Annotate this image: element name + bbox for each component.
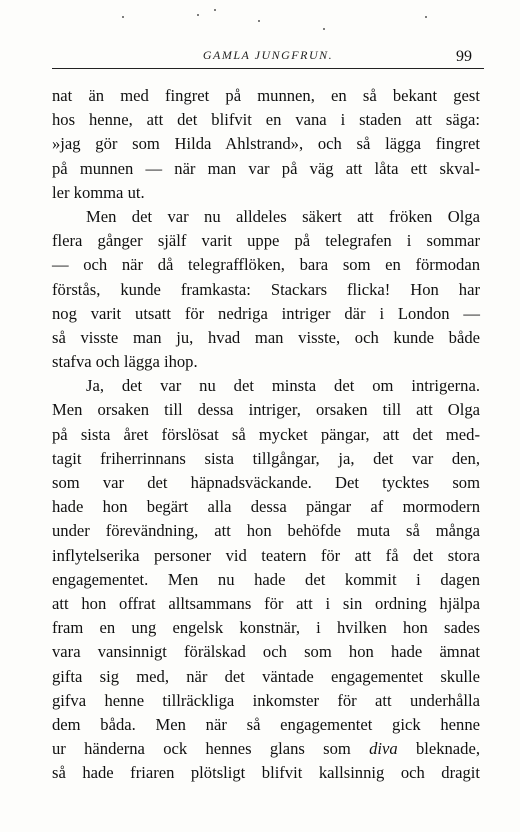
text-line: ur händerna ock hennes glans som diva bleknade, <box>52 739 480 759</box>
speck <box>258 20 260 22</box>
text-line: Men det var nu alldeles säkert att fröken Olga <box>86 206 480 226</box>
text-line: stafva och lägga ihop. <box>52 352 198 372</box>
speck <box>425 16 427 18</box>
body-text <box>52 84 480 785</box>
speck <box>323 28 325 30</box>
text-line: gifva henne tillräckliga inkomster för att underhålla <box>52 690 480 710</box>
text-line: tagit friherrinnans sista tillgångar, ja, det var den, <box>52 448 480 468</box>
text-line: under förevändning, att hon behöfde muta så många <box>52 521 480 541</box>
text-line: så visste man ju, hvad man visste, och kunde både <box>52 327 480 347</box>
page-header <box>52 44 484 68</box>
text-line: hade hon begärt alla dessa pängar af mormodern <box>52 497 480 517</box>
text-line: — och när då telegrafflöken, bara som en förmodan <box>52 255 480 275</box>
text-line: engagementet. Men nu hade det kommit i dagen <box>52 569 480 589</box>
emphasized-word: diva <box>369 739 398 759</box>
text-line: hos henne, att det blifvit en vana i staden att säga: <box>52 110 480 130</box>
text-line: inflytelserika personer vid teatern för att få det stora <box>52 545 480 565</box>
text-line: Men orsaken till dessa intriger, orsaken till att Olga <box>52 400 480 420</box>
text-line: Ja, det var nu det minsta det om intrigerna. <box>86 376 480 396</box>
text-line: gifta sig med, när det väntade engagementet skulle <box>52 666 480 686</box>
text-line: som var det häpnadsväckande. Det tycktes som <box>52 473 480 492</box>
text-line: dem båda. Men när så engagementet gick henne <box>52 714 480 734</box>
page-number: 99 <box>456 48 472 65</box>
running-head: GAMLA JUNGFRUN. <box>202 48 334 62</box>
speck <box>122 16 124 18</box>
text-line: ler komma ut. <box>52 182 145 202</box>
text-line: på munnen — när man var på väg att låta ett skval- <box>52 158 480 178</box>
text-line: på sista året förslösat så mycket pängar, att det med- <box>52 424 480 444</box>
text-line: »jag gör som Hilda Ahlstrand», och så lägga fingret <box>52 134 480 154</box>
header-rule <box>52 68 484 69</box>
text-line: nat än med fingret på munnen, en så bekant gest <box>52 86 480 105</box>
text-line: nog varit utsatt för nedriga intriger där i London — <box>52 303 480 323</box>
speck <box>197 14 199 16</box>
speck <box>214 9 216 11</box>
text-line: vara vansinnigt förälskad och som hon hade ämnat <box>52 642 480 662</box>
text-line: så hade friaren plötsligt blifvit kallsinnig och dragit <box>52 763 480 783</box>
text-line: fram en ung engelsk konstnär, i hvilken hon sades <box>52 618 480 638</box>
text-line: flera gånger själf varit uppe på telegrafen i sommar <box>52 231 480 251</box>
scan-specks <box>0 0 520 40</box>
text-line: förstås, kunde framkasta: Stackars flicka! Hon har <box>52 279 480 299</box>
text-line: att hon offrat alltsammans för att i sin ordning hjälpa <box>52 593 480 613</box>
